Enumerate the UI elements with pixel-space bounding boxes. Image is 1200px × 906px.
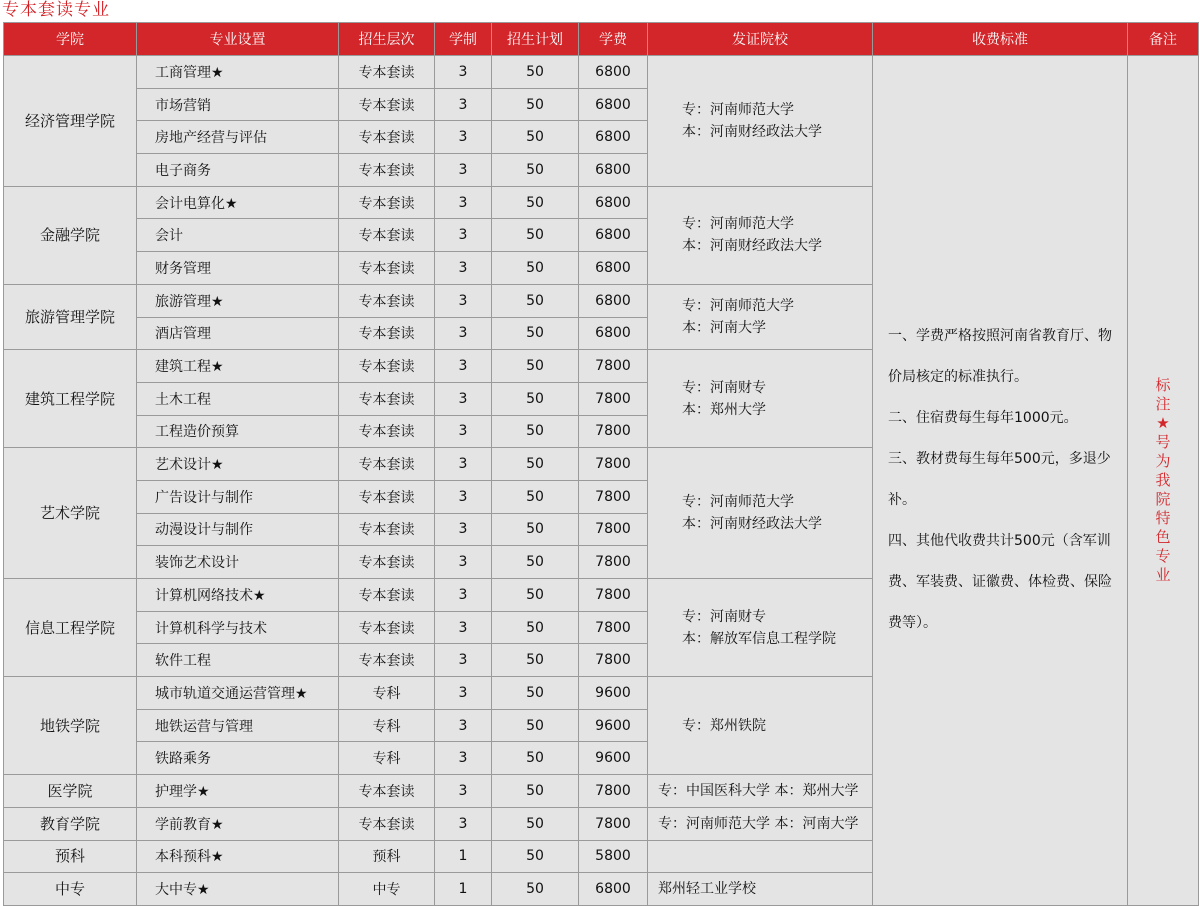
tuition-cell: 7800 xyxy=(579,382,648,415)
level-cell: 专本套读 xyxy=(339,807,435,840)
cert-school: 专：河南师范大学 本：河南大学 xyxy=(658,815,859,832)
plan-cell: 50 xyxy=(492,415,579,448)
college-name: 旅游管理学院 xyxy=(4,284,137,349)
major-cell: 城市轨道交通运营管理★ xyxy=(137,677,339,710)
level-cell: 专本套读 xyxy=(339,219,435,252)
cert-school-cell xyxy=(648,186,873,284)
years-cell: 3 xyxy=(435,382,492,415)
cert-school: 本：河南财经政法大学 xyxy=(682,516,822,533)
cert-school-cell xyxy=(648,840,873,873)
years-cell: 3 xyxy=(435,88,492,121)
plan-cell: 50 xyxy=(492,350,579,383)
tuition-cell: 9600 xyxy=(579,709,648,742)
cert-school: 本：河南财经政法大学 xyxy=(682,238,822,255)
major-cell: 本科预科★ xyxy=(137,840,339,873)
tuition-cell: 6800 xyxy=(579,284,648,317)
fee-standard-item: 一、学费严格按照河南省教育厅、物价局核定的标准执行。 xyxy=(888,328,1112,386)
cert-school: 专：河南财专 xyxy=(682,379,766,396)
college-name: 经济管理学院 xyxy=(4,56,137,187)
cert-school: 专：河南师范大学 xyxy=(682,298,794,314)
tuition-cell: 7800 xyxy=(579,775,648,808)
plan-cell: 50 xyxy=(492,480,579,513)
cert-school-cell xyxy=(648,56,873,187)
level-cell: 专本套读 xyxy=(339,88,435,121)
years-cell: 3 xyxy=(435,579,492,612)
header-level: 招生层次 xyxy=(339,23,435,56)
plan-cell: 50 xyxy=(492,840,579,873)
level-cell: 专本套读 xyxy=(339,448,435,481)
years-cell: 3 xyxy=(435,677,492,710)
level-cell: 专科 xyxy=(339,677,435,710)
plan-cell: 50 xyxy=(492,88,579,121)
major-cell: 旅游管理★ xyxy=(137,284,339,317)
years-cell: 3 xyxy=(435,644,492,677)
plan-cell: 50 xyxy=(492,775,579,808)
years-cell: 3 xyxy=(435,513,492,546)
college-name: 金融学院 xyxy=(4,186,137,284)
tuition-cell: 9600 xyxy=(579,677,648,710)
level-cell: 专本套读 xyxy=(339,350,435,383)
years-cell: 1 xyxy=(435,873,492,906)
years-cell: 3 xyxy=(435,350,492,383)
plan-cell: 50 xyxy=(492,186,579,219)
plan-cell: 50 xyxy=(492,709,579,742)
college-name: 中专 xyxy=(4,873,137,906)
years-cell: 3 xyxy=(435,56,492,89)
page-title: 专本套读专业 xyxy=(2,0,110,20)
tuition-cell: 6800 xyxy=(579,154,648,187)
major-cell: 会计 xyxy=(137,219,339,252)
major-cell: 建筑工程★ xyxy=(137,350,339,383)
level-cell: 中专 xyxy=(339,873,435,906)
major-cell: 护理学★ xyxy=(137,775,339,808)
plan-cell: 50 xyxy=(492,644,579,677)
major-cell: 地铁运营与管理 xyxy=(137,709,339,742)
level-cell: 专本套读 xyxy=(339,121,435,154)
level-cell: 专本套读 xyxy=(339,513,435,546)
plan-cell: 50 xyxy=(492,513,579,546)
tuition-cell: 9600 xyxy=(579,742,648,775)
plan-cell: 50 xyxy=(492,807,579,840)
header-remark: 备注 xyxy=(1128,23,1199,56)
plan-cell: 50 xyxy=(492,154,579,187)
college-name: 地铁学院 xyxy=(4,677,137,775)
tuition-cell: 7800 xyxy=(579,611,648,644)
cert-school-cell xyxy=(648,873,873,906)
level-cell: 预科 xyxy=(339,840,435,873)
cert-school-cell xyxy=(648,448,873,579)
years-cell: 3 xyxy=(435,284,492,317)
plan-cell: 50 xyxy=(492,873,579,906)
header-cert: 发证院校 xyxy=(648,23,873,56)
college-name: 医学院 xyxy=(4,775,137,808)
level-cell: 专本套读 xyxy=(339,546,435,579)
plan-cell: 50 xyxy=(492,252,579,285)
header-fee: 学费 xyxy=(579,23,648,56)
plan-cell: 50 xyxy=(492,284,579,317)
years-cell: 3 xyxy=(435,219,492,252)
major-cell: 市场营销 xyxy=(137,88,339,121)
header-years: 学制 xyxy=(435,23,492,56)
level-cell: 专本套读 xyxy=(339,579,435,612)
years-cell: 3 xyxy=(435,807,492,840)
tuition-cell: 7800 xyxy=(579,350,648,383)
cert-school: 本：河南财经政法大学 xyxy=(682,123,822,140)
major-cell: 会计电算化★ xyxy=(137,186,339,219)
major-cell: 大中专★ xyxy=(137,873,339,906)
cert-school: 专：河南财专 xyxy=(682,608,766,625)
cert-school: 本：河南大学 xyxy=(682,320,766,336)
years-cell: 3 xyxy=(435,186,492,219)
level-cell: 专本套读 xyxy=(339,611,435,644)
cert-school: 本：郑州大学 xyxy=(682,401,766,418)
level-cell: 专本套读 xyxy=(339,284,435,317)
years-cell: 3 xyxy=(435,415,492,448)
plan-cell: 50 xyxy=(492,611,579,644)
major-cell: 广告设计与制作 xyxy=(137,480,339,513)
plan-cell: 50 xyxy=(492,317,579,350)
years-cell: 3 xyxy=(435,480,492,513)
plan-cell: 50 xyxy=(492,56,579,89)
tuition-cell: 6800 xyxy=(579,186,648,219)
major-cell: 铁路乘务 xyxy=(137,742,339,775)
college-name: 建筑工程学院 xyxy=(4,350,137,448)
major-cell: 工商管理★ xyxy=(137,56,339,89)
plan-cell: 50 xyxy=(492,742,579,775)
major-cell: 动漫设计与制作 xyxy=(137,513,339,546)
tuition-cell: 7800 xyxy=(579,513,648,546)
tuition-cell: 6800 xyxy=(579,252,648,285)
header-major: 专业设置 xyxy=(137,23,339,56)
cert-school: 专：郑州铁院 xyxy=(682,717,766,734)
table-body xyxy=(4,56,1199,906)
tuition-cell: 7800 xyxy=(579,448,648,481)
plan-cell: 50 xyxy=(492,219,579,252)
years-cell: 3 xyxy=(435,252,492,285)
major-cell: 酒店管理 xyxy=(137,317,339,350)
major-cell: 艺术设计★ xyxy=(137,448,339,481)
plan-cell: 50 xyxy=(492,546,579,579)
tuition-cell: 7800 xyxy=(579,480,648,513)
header-fee-standard: 收费标准 xyxy=(873,23,1128,56)
cert-school-cell xyxy=(648,350,873,448)
level-cell: 专科 xyxy=(339,742,435,775)
header-college: 学院 xyxy=(4,23,137,56)
major-cell: 电子商务 xyxy=(137,154,339,187)
cert-school: 本：解放军信息工程学院 xyxy=(682,630,836,647)
major-cell: 装饰艺术设计 xyxy=(137,546,339,579)
years-cell: 3 xyxy=(435,317,492,350)
tuition-cell: 7800 xyxy=(579,546,648,579)
major-cell: 软件工程 xyxy=(137,644,339,677)
tuition-cell: 6800 xyxy=(579,121,648,154)
level-cell: 专本套读 xyxy=(339,56,435,89)
major-cell: 学前教育★ xyxy=(137,807,339,840)
major-cell: 计算机科学与技术 xyxy=(137,611,339,644)
plan-cell: 50 xyxy=(492,121,579,154)
major-cell: 财务管理 xyxy=(137,252,339,285)
tuition-cell: 7800 xyxy=(579,579,648,612)
level-cell: 专本套读 xyxy=(339,252,435,285)
majors-table xyxy=(3,22,1199,906)
years-cell: 3 xyxy=(435,546,492,579)
remark-cell xyxy=(1128,56,1199,906)
cert-school: 郑州轻工业学校 xyxy=(658,881,756,898)
years-cell: 3 xyxy=(435,154,492,187)
plan-cell: 50 xyxy=(492,448,579,481)
tuition-cell: 7800 xyxy=(579,415,648,448)
plan-cell: 50 xyxy=(492,382,579,415)
level-cell: 专本套读 xyxy=(339,480,435,513)
cert-school-cell xyxy=(648,284,873,349)
tuition-cell: 6800 xyxy=(579,56,648,89)
level-cell: 专科 xyxy=(339,709,435,742)
cert-school-cell xyxy=(648,677,873,775)
cert-school: 专：河南师范大学 xyxy=(682,494,794,511)
level-cell: 专本套读 xyxy=(339,644,435,677)
college-name: 艺术学院 xyxy=(4,448,137,579)
header-plan: 招生计划 xyxy=(492,23,579,56)
level-cell: 专本套读 xyxy=(339,382,435,415)
years-cell: 3 xyxy=(435,121,492,154)
major-cell: 工程造价预算 xyxy=(137,415,339,448)
years-cell: 3 xyxy=(435,448,492,481)
tuition-cell: 7800 xyxy=(579,644,648,677)
level-cell: 专本套读 xyxy=(339,775,435,808)
major-cell: 计算机网络技术★ xyxy=(137,579,339,612)
years-cell: 3 xyxy=(435,775,492,808)
tuition-cell: 5800 xyxy=(579,840,648,873)
cert-school-cell xyxy=(648,579,873,677)
table-row xyxy=(4,56,1199,89)
plan-cell: 50 xyxy=(492,677,579,710)
cert-school: 专：中国医科大学 本：郑州大学 xyxy=(658,782,859,799)
level-cell: 专本套读 xyxy=(339,415,435,448)
cert-school-cell xyxy=(648,807,873,840)
tuition-cell: 6800 xyxy=(579,219,648,252)
level-cell: 专本套读 xyxy=(339,186,435,219)
fee-standard-cell xyxy=(873,56,1128,906)
fee-standard-item: 四、其他代收费共计500元（含军训费、军装费、证徽费、体检费、保险费等）。 xyxy=(888,533,1112,632)
level-cell: 专本套读 xyxy=(339,317,435,350)
header-row xyxy=(4,23,1199,56)
fee-standard-item: 二、住宿费每生每年1000元。 xyxy=(888,410,1078,427)
major-cell: 土木工程 xyxy=(137,382,339,415)
level-cell: 专本套读 xyxy=(339,154,435,187)
tuition-cell: 6800 xyxy=(579,317,648,350)
years-cell: 1 xyxy=(435,840,492,873)
years-cell: 3 xyxy=(435,709,492,742)
cert-school-cell xyxy=(648,775,873,808)
fee-standard-item: 三、教材费每生每年500元，多退少补。 xyxy=(888,451,1111,509)
tuition-cell: 7800 xyxy=(579,807,648,840)
tuition-cell: 6800 xyxy=(579,88,648,121)
major-cell: 房地产经营与评估 xyxy=(137,121,339,154)
college-name: 教育学院 xyxy=(4,807,137,840)
college-name: 预科 xyxy=(4,840,137,873)
years-cell: 3 xyxy=(435,742,492,775)
cert-school: 专：河南师范大学 xyxy=(682,101,794,118)
years-cell: 3 xyxy=(435,611,492,644)
plan-cell: 50 xyxy=(492,579,579,612)
tuition-cell: 6800 xyxy=(579,873,648,906)
remark-text: 标注★号为我院特色专业 xyxy=(1155,375,1171,584)
cert-school: 专：河南师范大学 xyxy=(682,216,794,233)
college-name: 信息工程学院 xyxy=(4,579,137,677)
